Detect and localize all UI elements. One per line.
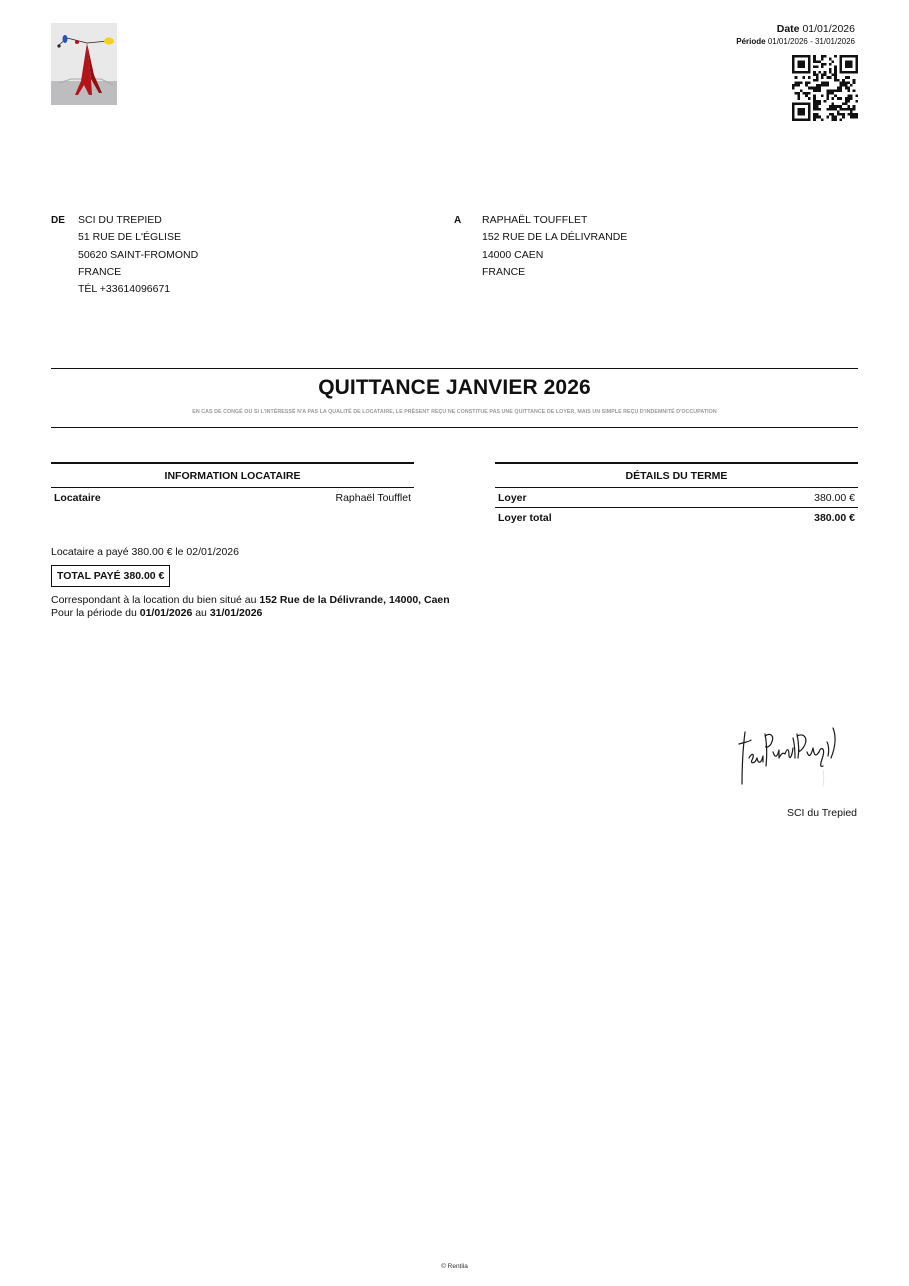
row-key: Loyer total [498,512,552,524]
total-paid-box: TOTAL PAYÉ 380.00 € [51,565,170,587]
qr-code-icon [792,55,858,121]
period-start: 01/01/2026 [139,607,193,619]
document-title: QUITTANCE JANVIER 2026 [318,376,591,399]
term-details-table [495,462,858,527]
to-address [482,212,627,281]
date-label: Date [776,23,800,35]
property-address: 152 Rue de la Délivrande, 14000, Caen [259,594,450,606]
period-value: 01/01/2026 - 31/01/2026 [767,37,855,46]
from-line: 51 RUE DE L'ÉGLISE [78,231,181,244]
period-line [51,607,450,620]
to-line: 14000 CAEN [482,248,544,261]
payment-statement: Locataire a payé 380.00 € le 02/01/2026 [51,546,239,558]
sculpture-image [51,23,117,105]
qr-code [792,55,858,121]
period-prefix: Pour la période du [51,607,137,619]
document-period [736,37,855,46]
to-line: RAPHAËL TOUFFLET [482,214,588,226]
to-line: FRANCE [482,265,526,278]
signer-name: SCI du Trepied [786,807,857,819]
legal-disclaimer: EN CAS DE CONGÉ OU SI L'INTÉRESSÉ N'A PAS LA QUALITÉ DE LOCATAIRE, LE PRÉSENT REÇU NE CONSTITUE PAS UNE QUITTANCE DE LOYER, MAIS UN SIMPLE REÇU D'INDEMNITÉ D'OCCUPATION [192,409,717,415]
from-line: SCI DU TREPIED [78,214,162,226]
row-key: Locataire [54,492,101,504]
table-row [495,488,858,507]
property-reference [51,594,450,620]
from-label: DE [51,215,65,226]
tenant-info-table [51,462,414,507]
period-connector: au [195,607,207,619]
from-line: FRANCE [78,265,122,278]
table-row-total [495,508,858,527]
row-value: Raphaël Toufflet [335,492,411,504]
date-value: 01/01/2026 [802,23,855,35]
table-row [51,488,414,507]
from-line: TÉL +33614096671 [78,283,171,296]
company-logo [51,23,117,105]
to-line: 152 RUE DE LA DÉLIVRANDE [482,231,628,244]
from-address [78,212,198,298]
to-label: A [454,215,462,226]
property-line [51,594,450,607]
table-heading: INFORMATION LOCATAIRE [164,470,301,482]
handwritten-signature [735,718,845,790]
title-bottom-rule [51,427,858,428]
from-line: 50620 SAINT-FROMOND [78,248,199,261]
row-value: 380.00 € [814,492,855,504]
property-prefix: Correspondant à la location du bien situé au [51,594,257,606]
row-value: 380.00 € [814,512,855,524]
title-top-rule [51,368,858,369]
footer-credit: © Rentila [441,1263,468,1270]
row-key: Loyer [498,492,527,504]
document-date [777,23,855,35]
period-label: Période [736,37,766,46]
period-end: 31/01/2026 [209,607,263,619]
table-heading: DÉTAILS DU TERME [625,470,728,482]
